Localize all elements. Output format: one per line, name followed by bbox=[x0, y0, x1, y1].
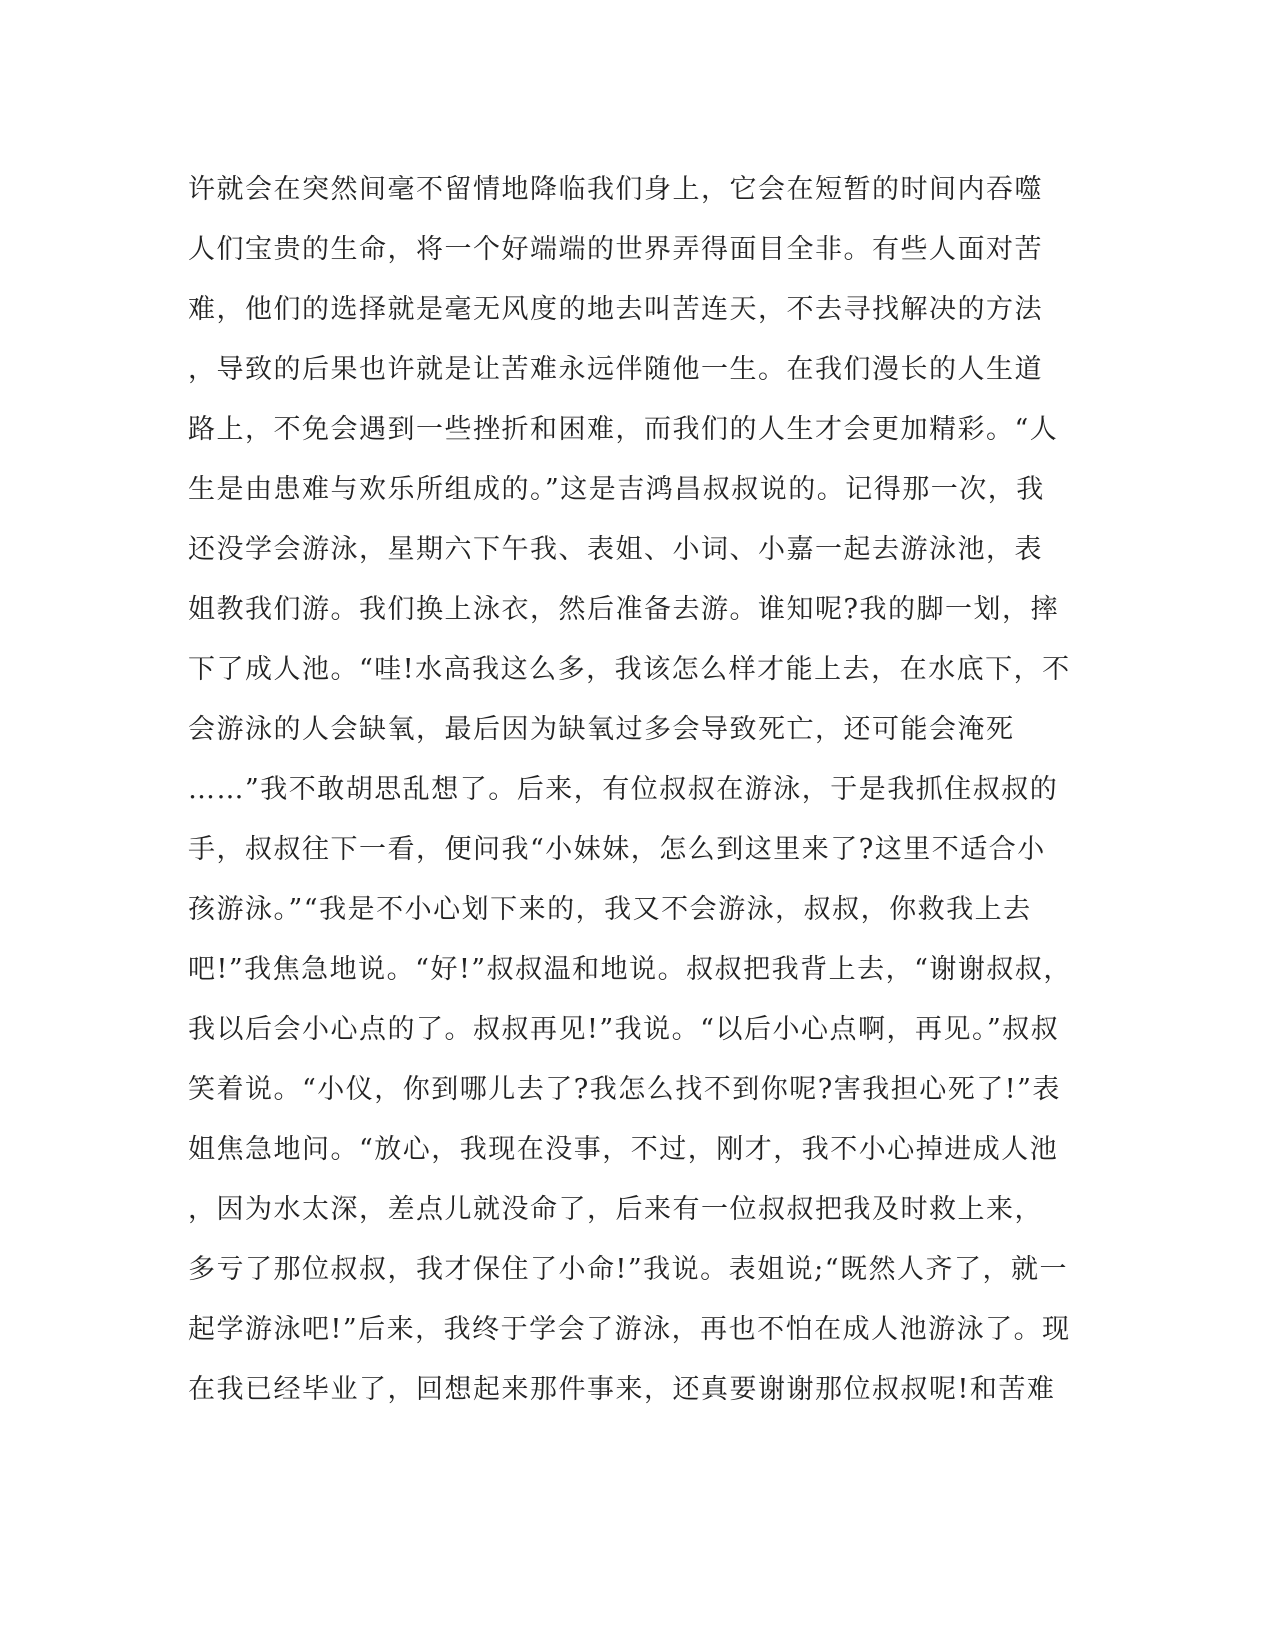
text-line: 笑着说。“小仪，你到哪儿去了?我怎么找不到你呢?害我担心死了!”表 bbox=[188, 1074, 1061, 1105]
text-line: 生是由患难与欢乐所组成的。”这是吉鸿昌叔叔说的。记得那一次，我 bbox=[188, 474, 1045, 505]
text-line: 路上，不免会遇到一些挫折和困难，而我们的人生才会更加精彩。“人 bbox=[188, 414, 1059, 445]
text-line: 许就会在突然间毫不留情地降临我们身上，它会在短暂的时间内吞噬 bbox=[188, 174, 1043, 205]
text-line: ，因为水太深，差点儿就没命了，后来有一位叔叔把我及时救上来， bbox=[188, 1194, 1043, 1225]
essay-body bbox=[188, 160, 1088, 1420]
text-line: 人们宝贵的生命，将一个好端端的世界弄得面目全非。有些人面对苦 bbox=[188, 234, 1043, 265]
text-line: 姐教我们游。我们换上泳衣，然后准备去游。谁知呢?我的脚一划，摔 bbox=[188, 594, 1059, 625]
text-line: ，导致的后果也许就是让苦难永远伴随他一生。在我们漫长的人生道 bbox=[188, 354, 1043, 385]
text-line: 吧!”我焦急地说。“好!”叔叔温和地说。叔叔把我背上去，“谢谢叔叔， bbox=[188, 954, 1072, 985]
text-line: 在我已经毕业了，回想起来那件事来，还真要谢谢那位叔叔呢!和苦难 bbox=[188, 1374, 1056, 1405]
text-line: 起学游泳吧!”后来，我终于学会了游泳，再也不怕在成人池游泳了。现 bbox=[188, 1314, 1071, 1345]
text-line: ……”我不敢胡思乱想了。后来，有位叔叔在游泳，于是我抓住叔叔的 bbox=[188, 774, 1059, 805]
text-line: 会游泳的人会缺氧，最后因为缺氧过多会导致死亡，还可能会淹死 bbox=[188, 714, 1015, 745]
text-line: 下了成人池。“哇!水高我这么多，我该怎么样才能上去，在水底下，不 bbox=[188, 654, 1071, 685]
text-line: 我以后会小心点的了。叔叔再见!”我说。“以后小心点啊，再见。”叔叔 bbox=[188, 1014, 1060, 1045]
text-line: 多亏了那位叔叔，我才保住了小命!”我说。表姐说;“既然人齐了，就一 bbox=[188, 1254, 1069, 1285]
text-line: 孩游泳。”“我是不小心划下来的，我又不会游泳，叔叔，你救我上去 bbox=[188, 894, 1032, 925]
text-line: 难，他们的选择就是毫无风度的地去叫苦连天，不去寻找解决的方法 bbox=[188, 294, 1043, 325]
text-line: 还没学会游泳，星期六下午我、表姐、小词、小嘉一起去游泳池，表 bbox=[188, 534, 1043, 565]
text-line: 手，叔叔往下一看，便问我“小妹妹，怎么到这里来了?这里不适合小 bbox=[188, 834, 1046, 865]
text-line: 姐焦急地问。“放心，我现在没事，不过，刚才，我不小心掉进成人池 bbox=[188, 1134, 1059, 1165]
